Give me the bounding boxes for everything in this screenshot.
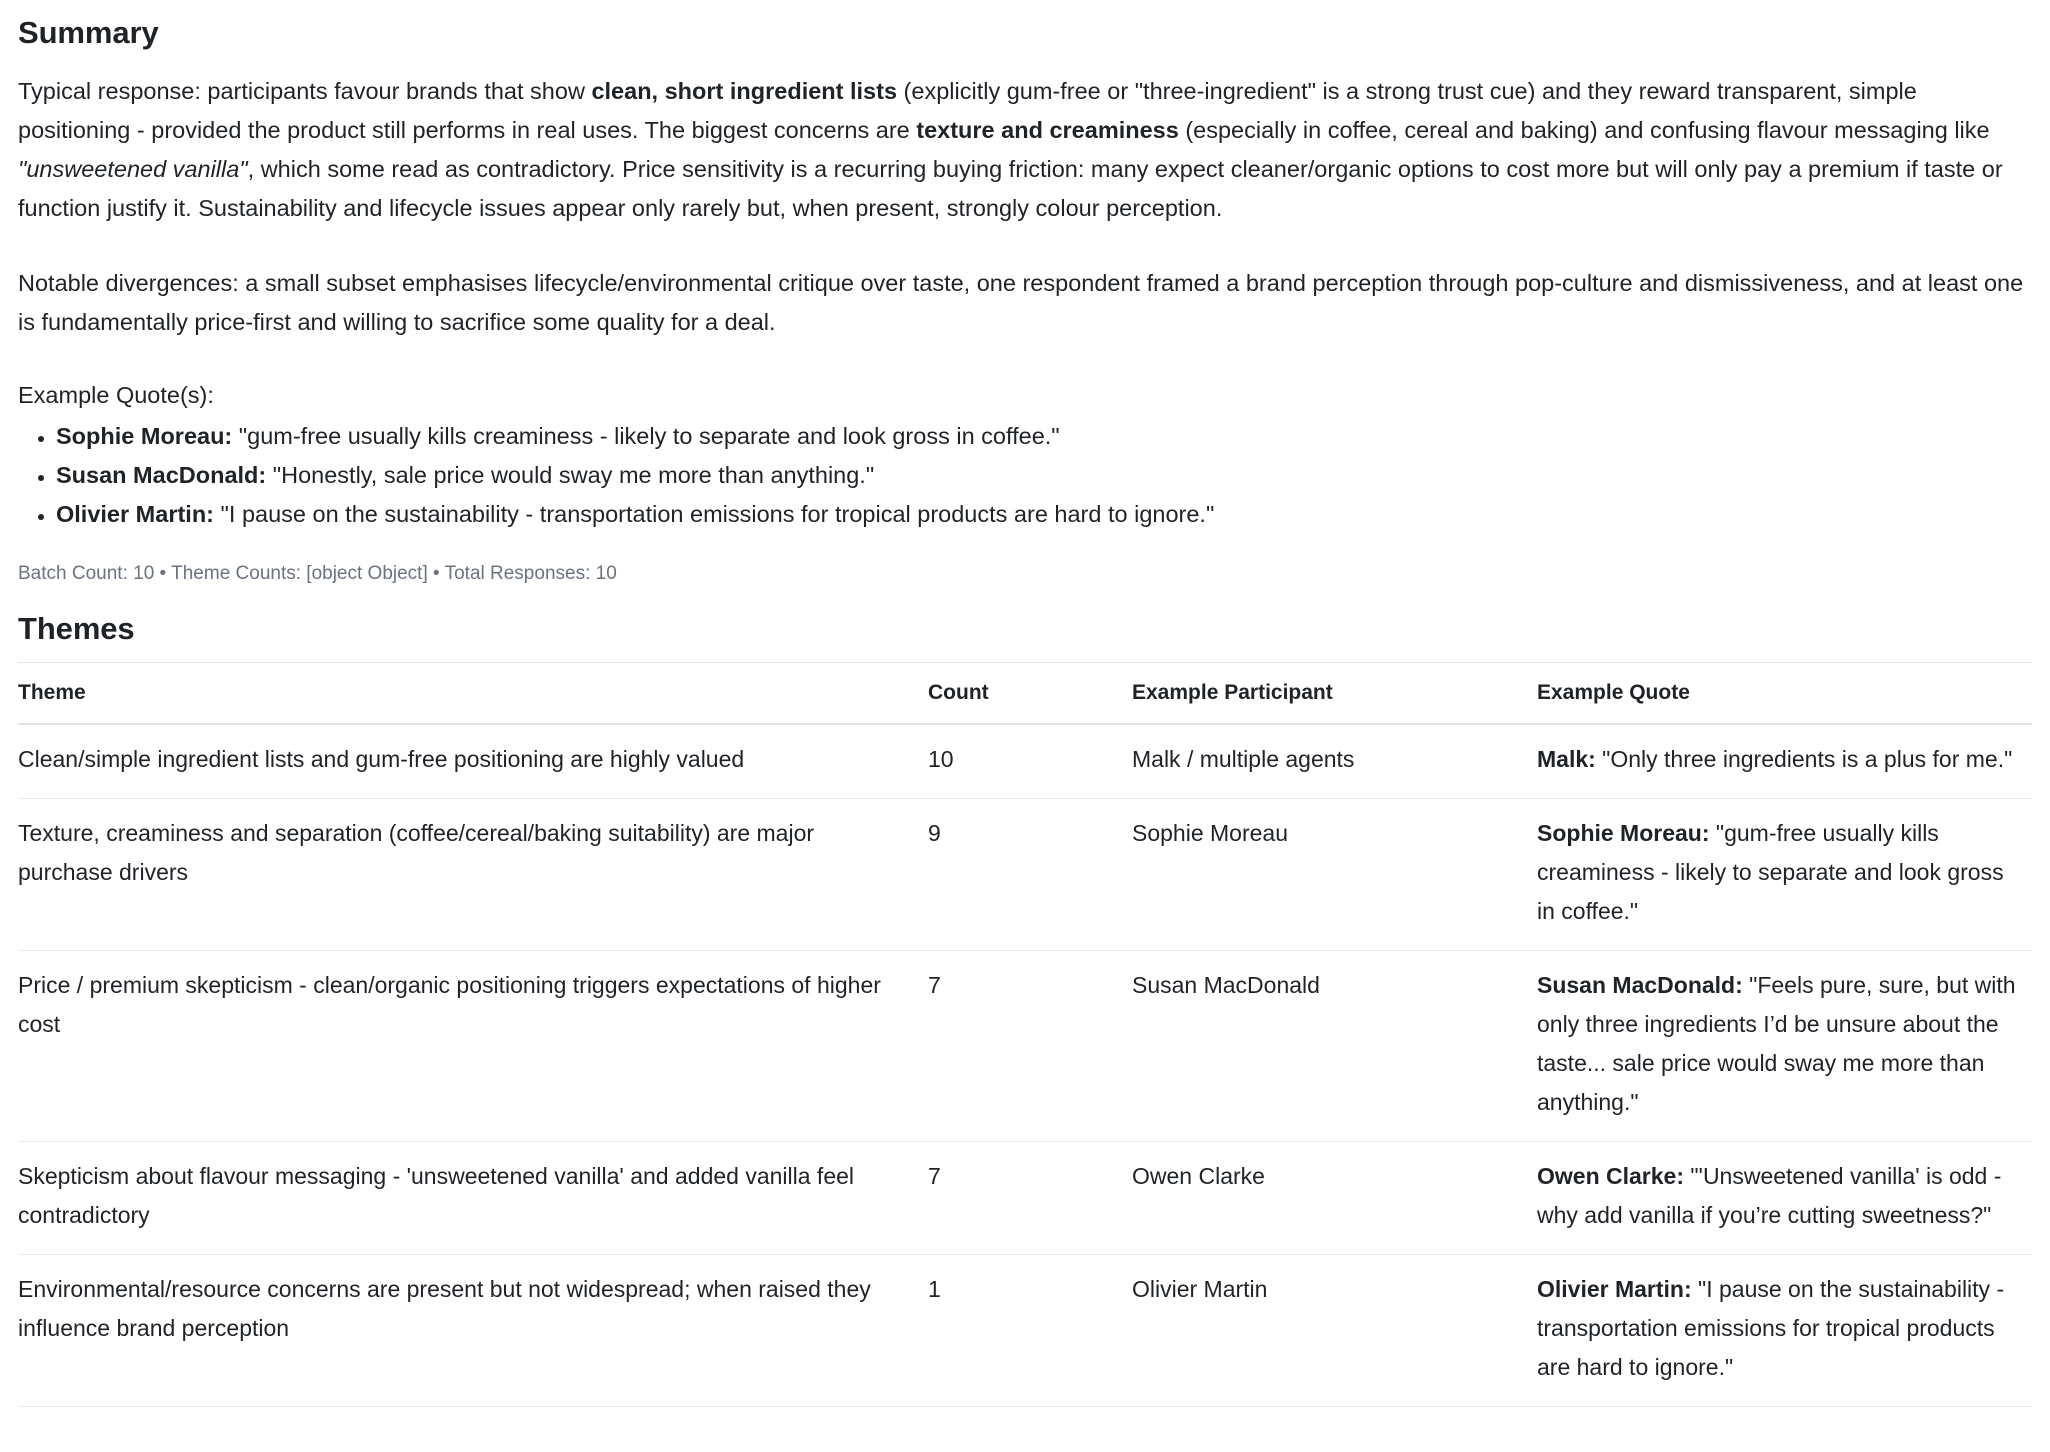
themes-table-head (18, 662, 2032, 724)
quote-text: "Only three ingredients is a plus for me." (1595, 745, 2013, 772)
summary-paragraph-divergences: Notable divergences: a small subset emphasises lifecycle/environmental critique over taste, one respondent framed a brand perception through pop-culture and dismissiveness, and at least one is fundamentally price-first and willing to sacrifice some quality for a deal. (18, 269, 2024, 335)
quote-speaker: Sophie Moreau: (56, 422, 233, 449)
quote-speaker: Owen Clarke: (1537, 1162, 1684, 1189)
cell-count: 9 (928, 798, 1132, 950)
cell-example-participant: Olivier Martin (1132, 1254, 1537, 1406)
quote-text: "gum-free usually kills creaminess - likely to separate and look gross in coffee." (1537, 819, 2004, 924)
table-row (18, 798, 2032, 950)
themes-table-body (18, 724, 2032, 1407)
column-header-example-participant: Example Participant (1132, 662, 1537, 724)
summary-text-4: , which some read as contradictory. Price sensitivity is a recurring buying friction: many expect cleaner/organic options to cost more but will only pay a premium if taste or function justify it. Sustainability and lifecycle issues appear only rarely but, when present, strongly colour perception. (18, 155, 2003, 221)
table-header-row (18, 662, 2032, 724)
summary-paragraph-primary (18, 72, 2028, 228)
quote-text: "gum-free usually kills creaminess - likely to separate and look gross in coffee." (232, 422, 1060, 449)
cell-example-participant: Owen Clarke (1132, 1141, 1537, 1254)
cell-count: 10 (928, 724, 1132, 799)
list-item (56, 417, 2030, 456)
quote-text: "'Unsweetened vanilla' is odd - why add vanilla if you’re cutting sweetness?" (1537, 1162, 2002, 1228)
cell-count: 1 (928, 1254, 1132, 1406)
cell-example-participant: Sophie Moreau (1132, 798, 1537, 950)
summary-italic-unsweetened-vanilla: "unsweetened vanilla" (18, 155, 248, 182)
column-header-example-quote: Example Quote (1537, 662, 2032, 724)
list-item (56, 495, 2030, 534)
quote-speaker: Olivier Martin: (1537, 1275, 1692, 1302)
quote-speaker: Olivier Martin: (56, 500, 215, 527)
quote-speaker: Malk: (1537, 745, 1596, 772)
cell-example-quote (1537, 1254, 2032, 1406)
summary-emphasis-ingredient-lists: clean, short ingredient lists (591, 77, 898, 104)
cell-theme: Texture, creaminess and separation (coffee/cereal/baking suitability) are major purchase drivers (18, 798, 928, 950)
summary-meta-line: Batch Count: 10 • Theme Counts: [object Object] • Total Responses: 10 (18, 562, 617, 584)
cell-example-participant: Malk / multiple agents (1132, 724, 1537, 799)
cell-example-quote (1537, 950, 2032, 1141)
example-quotes-label: Example Quote(s): (18, 381, 214, 408)
quote-speaker: Susan MacDonald: (56, 461, 267, 488)
quote-text: "Honestly, sale price would sway me more than anything." (266, 461, 875, 488)
quote-text: "Feels pure, sure, but with only three ingredients I’d be unsure about the taste... sale price would sway me more than anything." (1537, 971, 2016, 1115)
summary-text-1: Typical response: participants favour brands that show (18, 77, 592, 104)
quote-text: "I pause on the sustainability - transportation emissions for tropical products are hard to ignore." (1537, 1275, 2005, 1380)
cell-theme: Environmental/resource concerns are present but not widespread; when raised they influence brand perception (18, 1254, 928, 1406)
summary-text-3: (especially in coffee, cereal and baking) and confusing flavour messaging like (1178, 116, 1990, 143)
cell-theme: Price / premium skepticism - clean/organic positioning triggers expectations of higher cost (18, 950, 928, 1141)
cell-theme: Clean/simple ingredient lists and gum-free positioning are highly valued (18, 724, 928, 799)
cell-example-quote (1537, 798, 2032, 950)
cell-theme: Skepticism about flavour messaging - 'unsweetened vanilla' and added vanilla feel contradictory (18, 1141, 928, 1254)
quote-text: "I pause on the sustainability - transportation emissions for tropical products are hard to ignore." (214, 500, 1215, 527)
column-header-theme: Theme (18, 662, 928, 724)
cell-count: 7 (928, 950, 1132, 1141)
table-row (18, 724, 2032, 799)
table-row (18, 1254, 2032, 1406)
example-quotes-list (18, 417, 2030, 534)
cell-example-quote (1537, 1141, 2032, 1254)
column-header-count: Count (928, 662, 1132, 724)
themes-table (18, 662, 2032, 1407)
table-row (18, 950, 2032, 1141)
cell-example-participant: Susan MacDonald (1132, 950, 1537, 1141)
quote-speaker: Sophie Moreau: (1537, 819, 1710, 846)
list-item (56, 456, 2030, 495)
themes-heading: Themes (18, 610, 135, 646)
summary-text-2: (explicitly gum-free or "three-ingredient" is a strong trust cue) and they reward transparent, simple positioning - provided the product still performs in real uses. The biggest concerns are (18, 77, 1917, 143)
summary-emphasis-texture-creaminess: texture and creaminess (916, 116, 1179, 143)
cell-example-quote (1537, 724, 2032, 799)
table-row (18, 1141, 2032, 1254)
cell-count: 7 (928, 1141, 1132, 1254)
quote-speaker: Susan MacDonald: (1537, 971, 1743, 998)
summary-heading: Summary (18, 15, 159, 50)
